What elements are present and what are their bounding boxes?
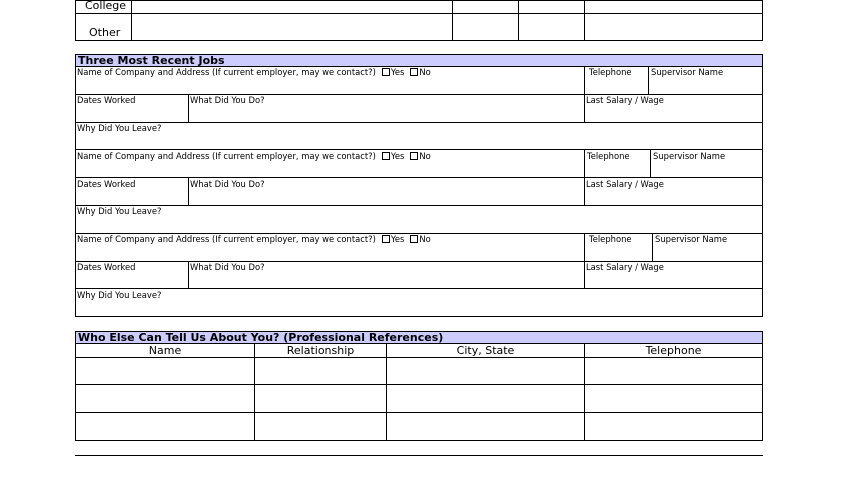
other-field-3[interactable] [519, 14, 584, 40]
company-label: Name of Company and Address (If current employer, may we contact?) Yes No [77, 151, 431, 161]
column-header-city-state: City, State [456, 344, 515, 357]
reference-2-city-state-field[interactable] [387, 385, 584, 412]
reference-3-city-state-field[interactable] [387, 413, 584, 440]
divider [188, 177, 189, 206]
yes-checkbox[interactable] [382, 235, 390, 243]
dates-worked-label: Dates Worked [77, 179, 136, 189]
company-label: Name of Company and Address (If current employer, may we contact?) Yes No [77, 234, 431, 244]
divider [650, 149, 651, 178]
reference-2-telephone-field[interactable] [585, 385, 762, 412]
reference-2-relationship-field[interactable] [255, 385, 386, 412]
section-title-jobs: Three Most Recent Jobs [75, 54, 763, 67]
divider [75, 288, 763, 289]
divider [584, 149, 585, 206]
divider [648, 66, 649, 95]
divider [75, 205, 763, 206]
divider [584, 233, 585, 289]
column-header-telephone: Telephone [645, 344, 702, 357]
divider [75, 0, 76, 41]
college-field-3[interactable] [519, 0, 584, 13]
divider [188, 261, 189, 289]
yes-checkbox[interactable] [382, 152, 390, 160]
divider [75, 122, 763, 123]
what-did-you-do-label: What Did You Do? [190, 262, 265, 272]
no-checkbox[interactable] [410, 152, 418, 160]
divider [75, 177, 763, 178]
telephone-label: Telephone [589, 67, 632, 77]
last-salary-label: Last Salary / Wage [586, 95, 664, 105]
divider [584, 66, 585, 123]
column-header-relationship: Relationship [286, 344, 355, 357]
telephone-label: Telephone [587, 151, 630, 161]
reference-1-city-state-field[interactable] [387, 358, 584, 384]
column-header-name: Name [148, 344, 182, 357]
section-title-references: Who Else Can Tell Us About You? (Professional References) [75, 331, 763, 344]
education-row-label-other: Other [89, 26, 121, 39]
supervisor-label: Supervisor Name [653, 151, 726, 161]
yes-checkbox[interactable] [382, 68, 390, 76]
divider [188, 94, 189, 123]
divider [75, 40, 763, 41]
supervisor-label: Supervisor Name [651, 67, 724, 77]
reference-1-relationship-field[interactable] [255, 358, 386, 384]
reference-3-telephone-field[interactable] [585, 413, 762, 440]
reference-3-relationship-field[interactable] [255, 413, 386, 440]
reference-1-name-field[interactable] [76, 358, 254, 384]
divider [762, 0, 763, 41]
dates-worked-label: Dates Worked [77, 95, 136, 105]
divider [75, 149, 763, 150]
company-label: Name of Company and Address (If current employer, may we contact?) Yes No [77, 67, 431, 77]
what-did-you-do-label: What Did You Do? [190, 179, 265, 189]
no-checkbox[interactable] [410, 68, 418, 76]
dates-worked-label: Dates Worked [77, 262, 136, 272]
other-field-4[interactable] [585, 14, 762, 40]
divider [652, 233, 653, 262]
college-field-2[interactable] [453, 0, 518, 13]
other-name-field[interactable] [132, 14, 452, 40]
no-checkbox[interactable] [410, 235, 418, 243]
last-salary-label: Last Salary / Wage [586, 179, 664, 189]
reference-3-name-field[interactable] [76, 413, 254, 440]
bottom-divider [75, 455, 763, 456]
college-name-field[interactable] [132, 0, 452, 13]
what-did-you-do-label: What Did You Do? [190, 95, 265, 105]
why-leave-label: Why Did You Leave? [77, 206, 162, 216]
supervisor-label: Supervisor Name [655, 234, 728, 244]
why-leave-label: Why Did You Leave? [77, 290, 162, 300]
why-leave-label: Why Did You Leave? [77, 123, 162, 133]
education-row-label-college: College [85, 0, 127, 12]
other-field-2[interactable] [453, 14, 518, 40]
reference-1-telephone-field[interactable] [585, 358, 762, 384]
telephone-label: Telephone [589, 234, 632, 244]
reference-2-name-field[interactable] [76, 385, 254, 412]
college-field-4[interactable] [585, 0, 762, 13]
last-salary-label: Last Salary / Wage [586, 262, 664, 272]
